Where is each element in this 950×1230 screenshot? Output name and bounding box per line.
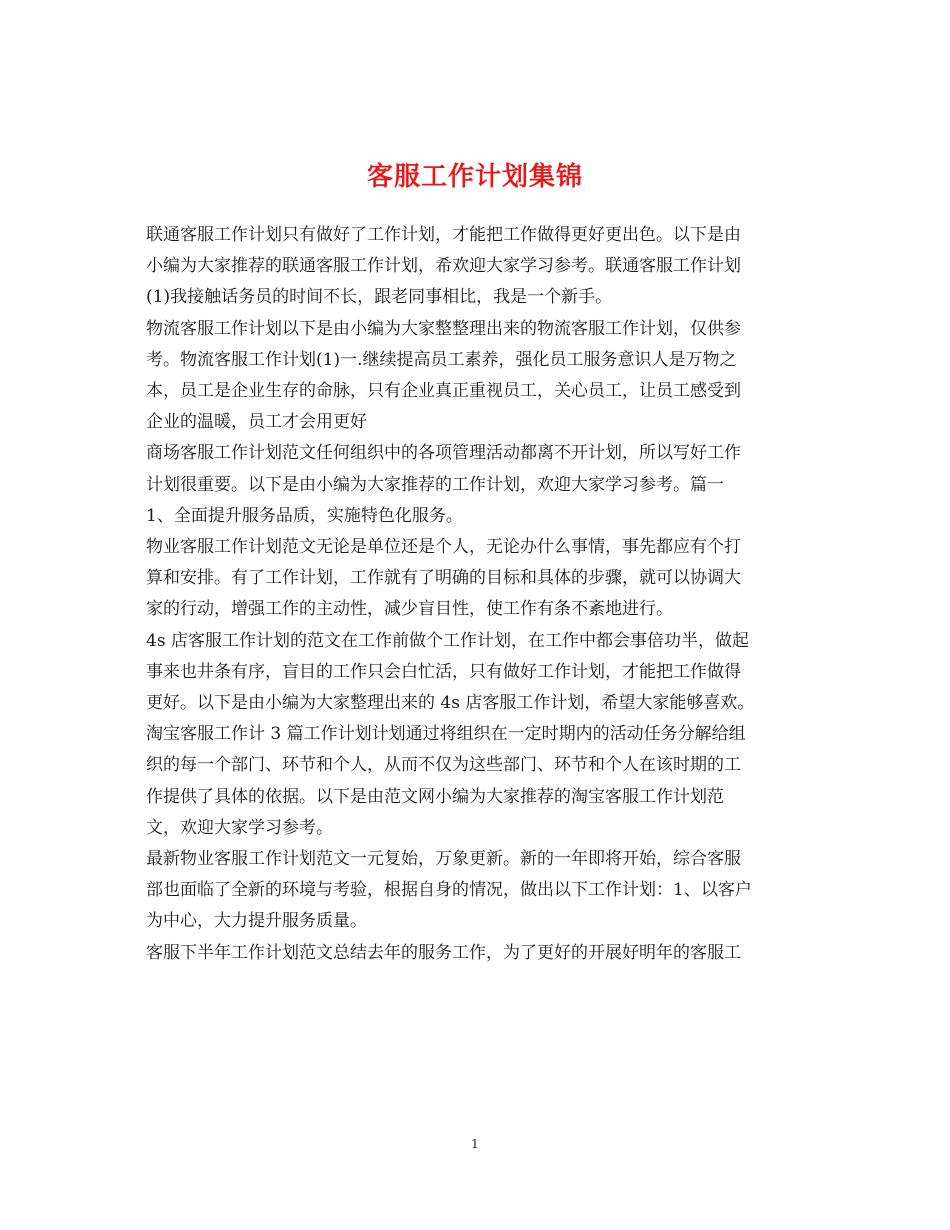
text-line: 为中心，大力提升服务质量。 — [146, 911, 367, 932]
text-line: 商场客服工作计划范文任何组织中的各项管理活动都离不开计划，所以写好工作 — [146, 443, 741, 464]
text-line: 家的行动，增强工作的主动性，减少盲目性，使工作有条不紊地进行。 — [146, 599, 673, 620]
paragraph — [146, 314, 806, 439]
text-line: 小编为大家推荐的联通客服工作计划，希欢迎大家学习参考。联通客服工作计划 — [146, 256, 741, 277]
text-line: 最新物业客服工作计划范文一元复始，万象更新。新的一年即将开始，综合客服 — [146, 849, 741, 870]
text-line: 计划很重要。以下是由小编为大家推荐的工作计划，欢迎大家学习参考。篇一 — [146, 474, 724, 495]
text-line: 本，员工是企业生存的命脉，只有企业真正重视员工，关心员工，让员工感受到 — [146, 381, 741, 402]
text-line: 部也面临了全新的环境与考验，根据自身的情况，做出以下工作计划：1、以客户 — [146, 880, 752, 901]
text-line: 算和安排。有了工作计划，工作就有了明确的目标和具体的步骤，就可以协调大 — [146, 568, 741, 589]
text-line: 客服下半年工作计划范文总结去年的服务工作，为了更好的开展好明年的客服工 — [146, 942, 741, 963]
text-line: 1、全面提升服务品质，实施特色化服务。 — [146, 505, 463, 526]
paragraph — [146, 220, 806, 314]
paragraph — [146, 438, 806, 532]
text-line: 物流客服工作计划以下是由小编为大家整整理出来的物流客服工作计划，仅供参 — [146, 318, 741, 339]
text-line: 文，欢迎大家学习参考。 — [146, 817, 333, 838]
document-title: 客服工作计划集锦 — [366, 162, 583, 193]
paragraph — [146, 719, 806, 844]
paragraph — [146, 844, 806, 938]
text-line: 企业的温暖，员工才会用更好 — [146, 412, 367, 433]
document-body — [146, 220, 806, 969]
text-line: 4s 店客服工作计划的范文在工作前做个工作计划，在工作中都会事倍功半，做起 — [146, 630, 749, 651]
text-line: 事来也井条有序，盲目的工作只会白忙活，只有做好工作计划，才能把工作做得 — [146, 661, 741, 682]
text-line: 织的每一个部门、环节和个人，从而不仅为这些部门、环节和个人在该时期的工 — [146, 755, 741, 776]
text-line: (1)我接触话务员的时间不长，跟老同事相比，我是一个新手。 — [146, 287, 613, 308]
text-line: 物业客服工作计划范文无论是单位还是个人，无论办什么事情，事先都应有个打 — [146, 537, 741, 558]
paragraph — [146, 938, 806, 969]
paragraph — [146, 626, 806, 720]
text-line: 考。物流客服工作计划(1)一.继续提高员工素养，强化员工服务意识人是万物之 — [146, 349, 737, 370]
page-number: 1 — [471, 1137, 479, 1151]
text-line: 联通客服工作计划只有做好了工作计划，才能把工作做得更好更出色。以下是由 — [146, 225, 741, 245]
text-line: 淘宝客服工作计 3 篇工作计划计划通过将组织在一定时期内的活动任务分解给组 — [146, 724, 746, 745]
text-line: 作提供了具体的依据。以下是由范文网小编为大家推荐的淘宝客服工作计划范 — [146, 786, 724, 807]
paragraph — [146, 532, 806, 626]
text-line: 更好。以下是由小编为大家整理出来的 4s 店客服工作计划，希望大家能够喜欢。 — [146, 693, 755, 714]
